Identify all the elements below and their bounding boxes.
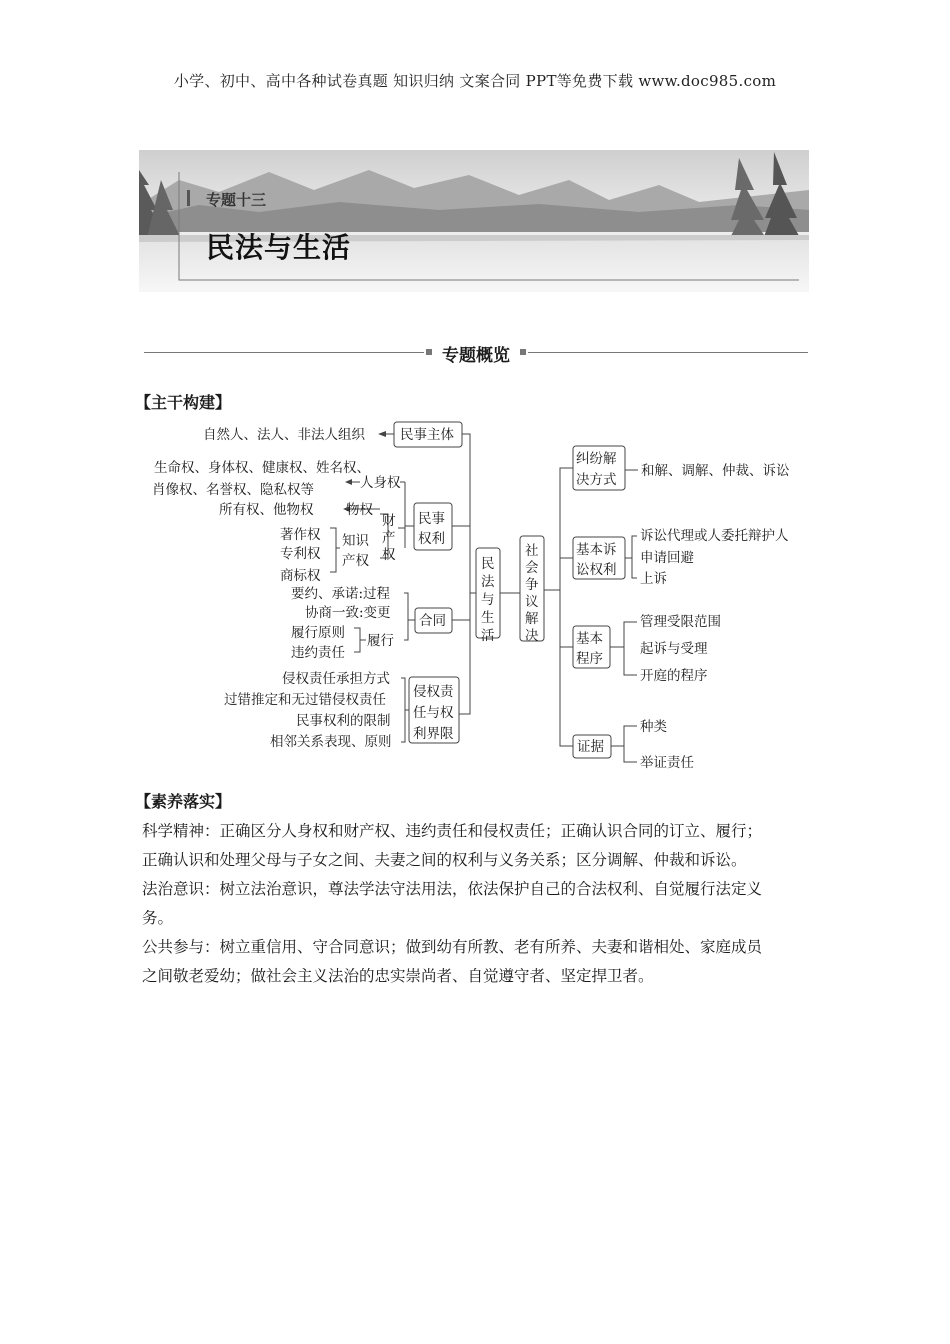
node-real-rights: 物权: [346, 502, 373, 518]
arrow-icon: [345, 479, 352, 485]
leaf-personal-rights-1: 生命权、身体权、健康权、姓名权、: [154, 460, 370, 476]
leaf-civil-subject: 自然人、法人、非法人组织: [203, 427, 365, 443]
literacy-paragraph-law: [142, 875, 814, 933]
node-personal-rights: 人身权: [360, 475, 401, 491]
page-title: 民法与生活: [206, 231, 352, 264]
leaf-litigation-3: 上诉: [640, 571, 667, 587]
leaf-performance-principle: 履行原则: [291, 625, 345, 641]
node-performance: 履行: [367, 633, 394, 649]
svg-text:侵权责任与权利界限: 侵权责任与权利界限: [413, 684, 454, 742]
node-dispute-methods: [576, 451, 617, 488]
leaf-breach: 违约责任: [291, 645, 345, 661]
section-literacy: 【素养落实】: [135, 792, 232, 811]
section-main-structure: 【主干构建】: [135, 393, 232, 412]
leaf-offer: 要约、承诺:过程: [291, 586, 391, 602]
leaf-tort-1: 侵权责任承担方式: [282, 671, 390, 687]
node-ip-rights: [342, 533, 369, 569]
leaf-copyright: 著作权: [280, 527, 321, 543]
node-procedure: [576, 630, 603, 667]
leaf-negotiation: 协商一致:变更: [305, 605, 391, 621]
topic-number: 专题十三: [206, 191, 267, 209]
node-center: [481, 556, 495, 644]
leaf-evidence-1: 种类: [640, 719, 667, 735]
text-line: 正确认识和处理父母与子女之间、夫妻之间的权利与义务关系；区分调解、仲裁和诉讼。: [142, 851, 747, 869]
literacy-paragraph-participation: [142, 933, 814, 991]
leaf-trademark: 商标权: [280, 568, 321, 584]
text-line: 公共参与：树立重信用、守合同意识；做到幼有所教、老有所养、夫妻和谐相处、家庭成员: [142, 938, 763, 956]
leaf-procedure-1: 管理受限范围: [640, 614, 721, 630]
text-line: 务。: [142, 909, 174, 927]
svg-text:基本诉讼权利: 基本诉讼权利: [576, 542, 617, 578]
node-civil-rights: [418, 510, 445, 547]
leaf-evidence-2: 举证责任: [640, 755, 694, 771]
text-line: 之间敬老爱幼；做社会主义法治的忠实崇尚者、自觉遵守者、坚定捍卫者。: [142, 967, 654, 985]
svg-text:纠纷解决方式: 纠纷解决方式: [576, 451, 617, 488]
site-header: 小学、初中、高中各种试卷真题 知识归纳 文案合同 PPT等免费下载 www.doc985.com: [173, 72, 777, 90]
leaf-tort-3: 民事权利的限制: [296, 713, 391, 729]
node-litigation-rights: [576, 541, 617, 578]
leaf-dispute-methods: 和解、调解、仲裁、诉讼: [641, 463, 790, 479]
svg-text:知识产权: 知识产权: [342, 533, 369, 569]
svg-text:财产权: 财产权: [382, 513, 396, 563]
leaf-procedure-2: 起诉与受理: [640, 641, 708, 657]
text-line: 法治意识：树立法治意识，尊法学法守法用法，依法保护自己的合法权利、自觉履行法定义: [142, 880, 763, 898]
leaf-patent: 专利权: [280, 546, 321, 562]
overview-title: 专题概览: [442, 346, 510, 366]
literacy-paragraph-science: [142, 817, 814, 875]
leaf-procedure-3: 开庭的程序: [640, 668, 708, 684]
node-property-rights: [382, 512, 396, 563]
leaf-litigation-2: 申请回避: [640, 550, 694, 566]
leaf-real-rights: 所有权、他物权: [219, 502, 314, 518]
leaf-tort-2: 过错推定和无过错侵权责任: [224, 692, 386, 708]
node-social-dispute: [525, 543, 539, 644]
leaf-tort-4: 相邻关系表现、原则: [270, 734, 392, 750]
node-civil-subject: 民事主体: [400, 427, 454, 443]
node-contract: 合同: [419, 613, 446, 629]
arrow-icon: [378, 431, 386, 437]
svg-text:社会争议解决: 社会争议解决: [525, 543, 539, 644]
leaf-litigation-1: 诉讼代理或人委托辩护人: [640, 528, 789, 544]
svg-text:基本程序: 基本程序: [576, 631, 603, 667]
svg-text:民事权利: 民事权利: [418, 511, 445, 547]
node-tort: [413, 683, 455, 742]
node-evidence: 证据: [577, 739, 604, 755]
text-line: 科学精神：正确区分人身权和财产权、违约责任和侵权责任；正确认识合同的订立、履行；: [142, 822, 763, 840]
leaf-personal-rights-2: 肖像权、名誉权、隐私权等: [152, 482, 314, 498]
svg-text:民法与生活: 民法与生活: [481, 556, 495, 644]
